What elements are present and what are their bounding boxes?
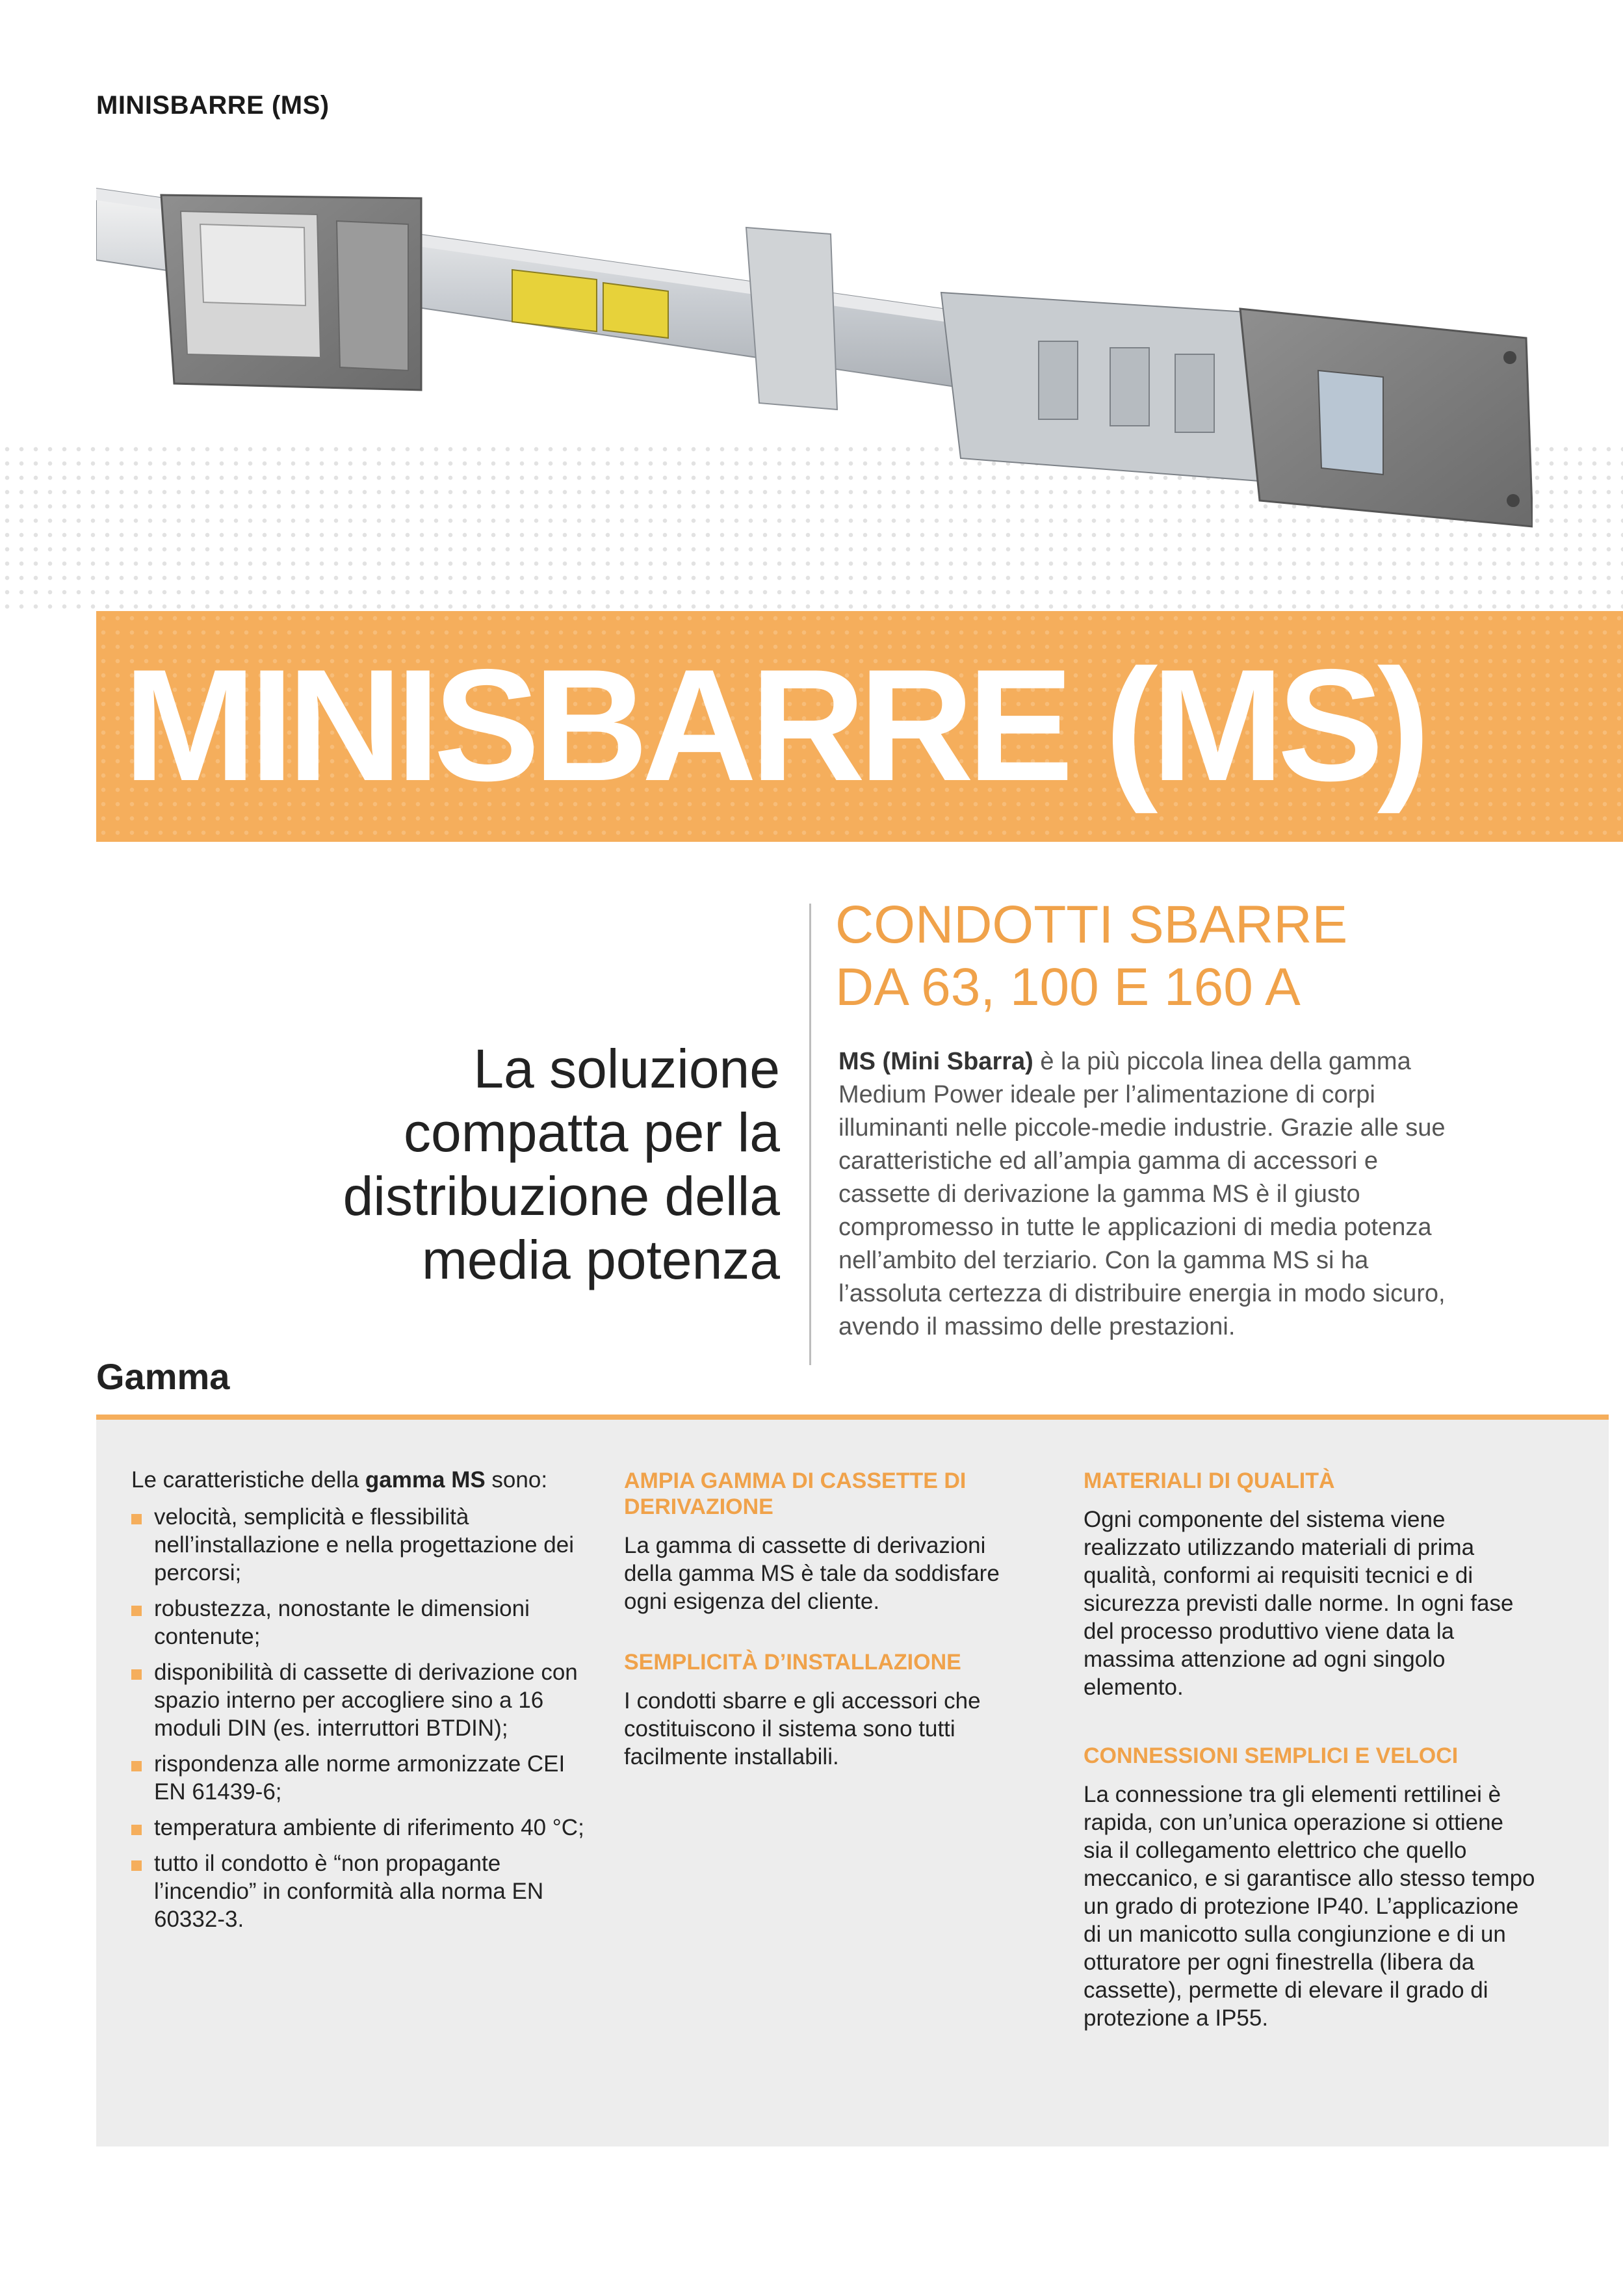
lead-suffix: sono: bbox=[485, 1467, 548, 1493]
feature-item: rispondenza alle norme armonizzate CEI EN 61439-6; bbox=[131, 1750, 586, 1806]
section-body: Ogni componente del sistema viene realizzato utilizzando materiali di prima qualità, conformi ai requisiti tecnici e di sicurezza previsti dalle norme. In ogni fase del processo produttivo viene data la massima attenzione ad ogni singolo elemento. bbox=[1084, 1507, 1514, 1700]
section-body: La gamma di cassette di derivazioni della gamma MS è tale da soddisfare ogni esigenza del cliente. bbox=[624, 1533, 1000, 1614]
feature-item: robustezza, nonostante le dimensioni contenute; bbox=[131, 1595, 586, 1650]
section-title: CONNESSIONI SEMPLICI E VELOCI bbox=[1084, 1743, 1459, 1768]
intro-text: è la più piccola linea della gamma Medium Power ideale per l’alimentazione di corpi illuminanti nelle piccole-medie industrie. Grazie alle sue caratteristiche ed all’ampia gamma di accessori e cassette di derivazione la gamma MS è il giusto compromesso in tutte le applicazioni di media potenza nell’ambito del terziario. Con la gamma MS si ha l’assoluta certezza di distribuire energia in modo sicuro, avendo il massimo delle prestazioni. bbox=[838, 1048, 1446, 1340]
hero-tagline bbox=[162, 1037, 780, 1292]
feature-item: temperatura ambiente di riferimento 40 °C; bbox=[131, 1814, 586, 1842]
intro-paragraph bbox=[838, 1045, 1475, 1344]
section-title: SEMPLICITÀ D’INSTALLAZIONE bbox=[624, 1650, 961, 1675]
features-lead bbox=[131, 1466, 586, 1494]
intro-bold-lead: MS (Mini Sbarra) bbox=[838, 1048, 1033, 1075]
tagline-line: distribuzione della bbox=[343, 1166, 780, 1227]
section-title: MATERIALI DI QUALITÀ bbox=[1084, 1468, 1335, 1493]
left-junction-box bbox=[161, 195, 421, 390]
feature-item: velocità, semplicità e flessibilità nell’installazione e nella progettazione dei percorsi; bbox=[131, 1503, 586, 1587]
tagline-line: La soluzione bbox=[473, 1038, 780, 1099]
features-list bbox=[131, 1503, 586, 1933]
lead-prefix: Le caratteristiche della bbox=[131, 1467, 365, 1493]
section-body: La connessione tra gli elementi rettilinei è rapida, con un’unica operazione si ottiene sia il collegamento elettrico che quello meccanico, e si garantisce allo stesso tempo un grado di protezione IP40. L’applicazione di un manicotto sulla congiunzione e di un otturatore per ogni finestrella (libera da cassette), permette di elevare il grado di protezione a IP55. bbox=[1084, 1782, 1535, 2031]
hero-title: MINISBARRE (MS) bbox=[123, 636, 1424, 814]
features-column bbox=[131, 1466, 586, 1941]
section-rule bbox=[96, 1415, 1609, 1420]
busbar-product-illustration bbox=[96, 163, 1533, 566]
vertical-divider bbox=[809, 904, 811, 1365]
hero-subtitle bbox=[835, 894, 1583, 1019]
sections-column-2 bbox=[624, 1468, 1027, 1771]
section-heading-gamma: Gamma bbox=[96, 1356, 230, 1397]
tagline-line: compatta per la bbox=[404, 1102, 780, 1163]
feature-item: tutto il condotto è “non propagante l’incendio” in conformità alla norma EN 60332-3. bbox=[131, 1849, 586, 1933]
right-end-box bbox=[1240, 309, 1533, 527]
feature-item: disponibilità di cassette di derivazione con spazio interno per accogliere sino a 16 moduli DIN (es. interruttori BTDIN); bbox=[131, 1658, 586, 1742]
sections-column-3 bbox=[1084, 1468, 1539, 2032]
section-body: I condotti sbarre e gli accessori che costituiscono il sistema sono tutti facilmente installabili. bbox=[624, 1688, 981, 1769]
lead-bold: gamma MS bbox=[365, 1467, 486, 1493]
page-header-label: MINISBARRE (MS) bbox=[96, 91, 330, 120]
section-title: AMPIA GAMMA DI CASSETTE DI DERIVAZIONE bbox=[624, 1468, 967, 1519]
subtitle-line-2: DA 63, 100 E 160 A bbox=[835, 958, 1301, 1017]
subtitle-line-1: CONDOTTI SBARRE bbox=[835, 895, 1348, 954]
tagline-line: media potenza bbox=[421, 1229, 780, 1290]
